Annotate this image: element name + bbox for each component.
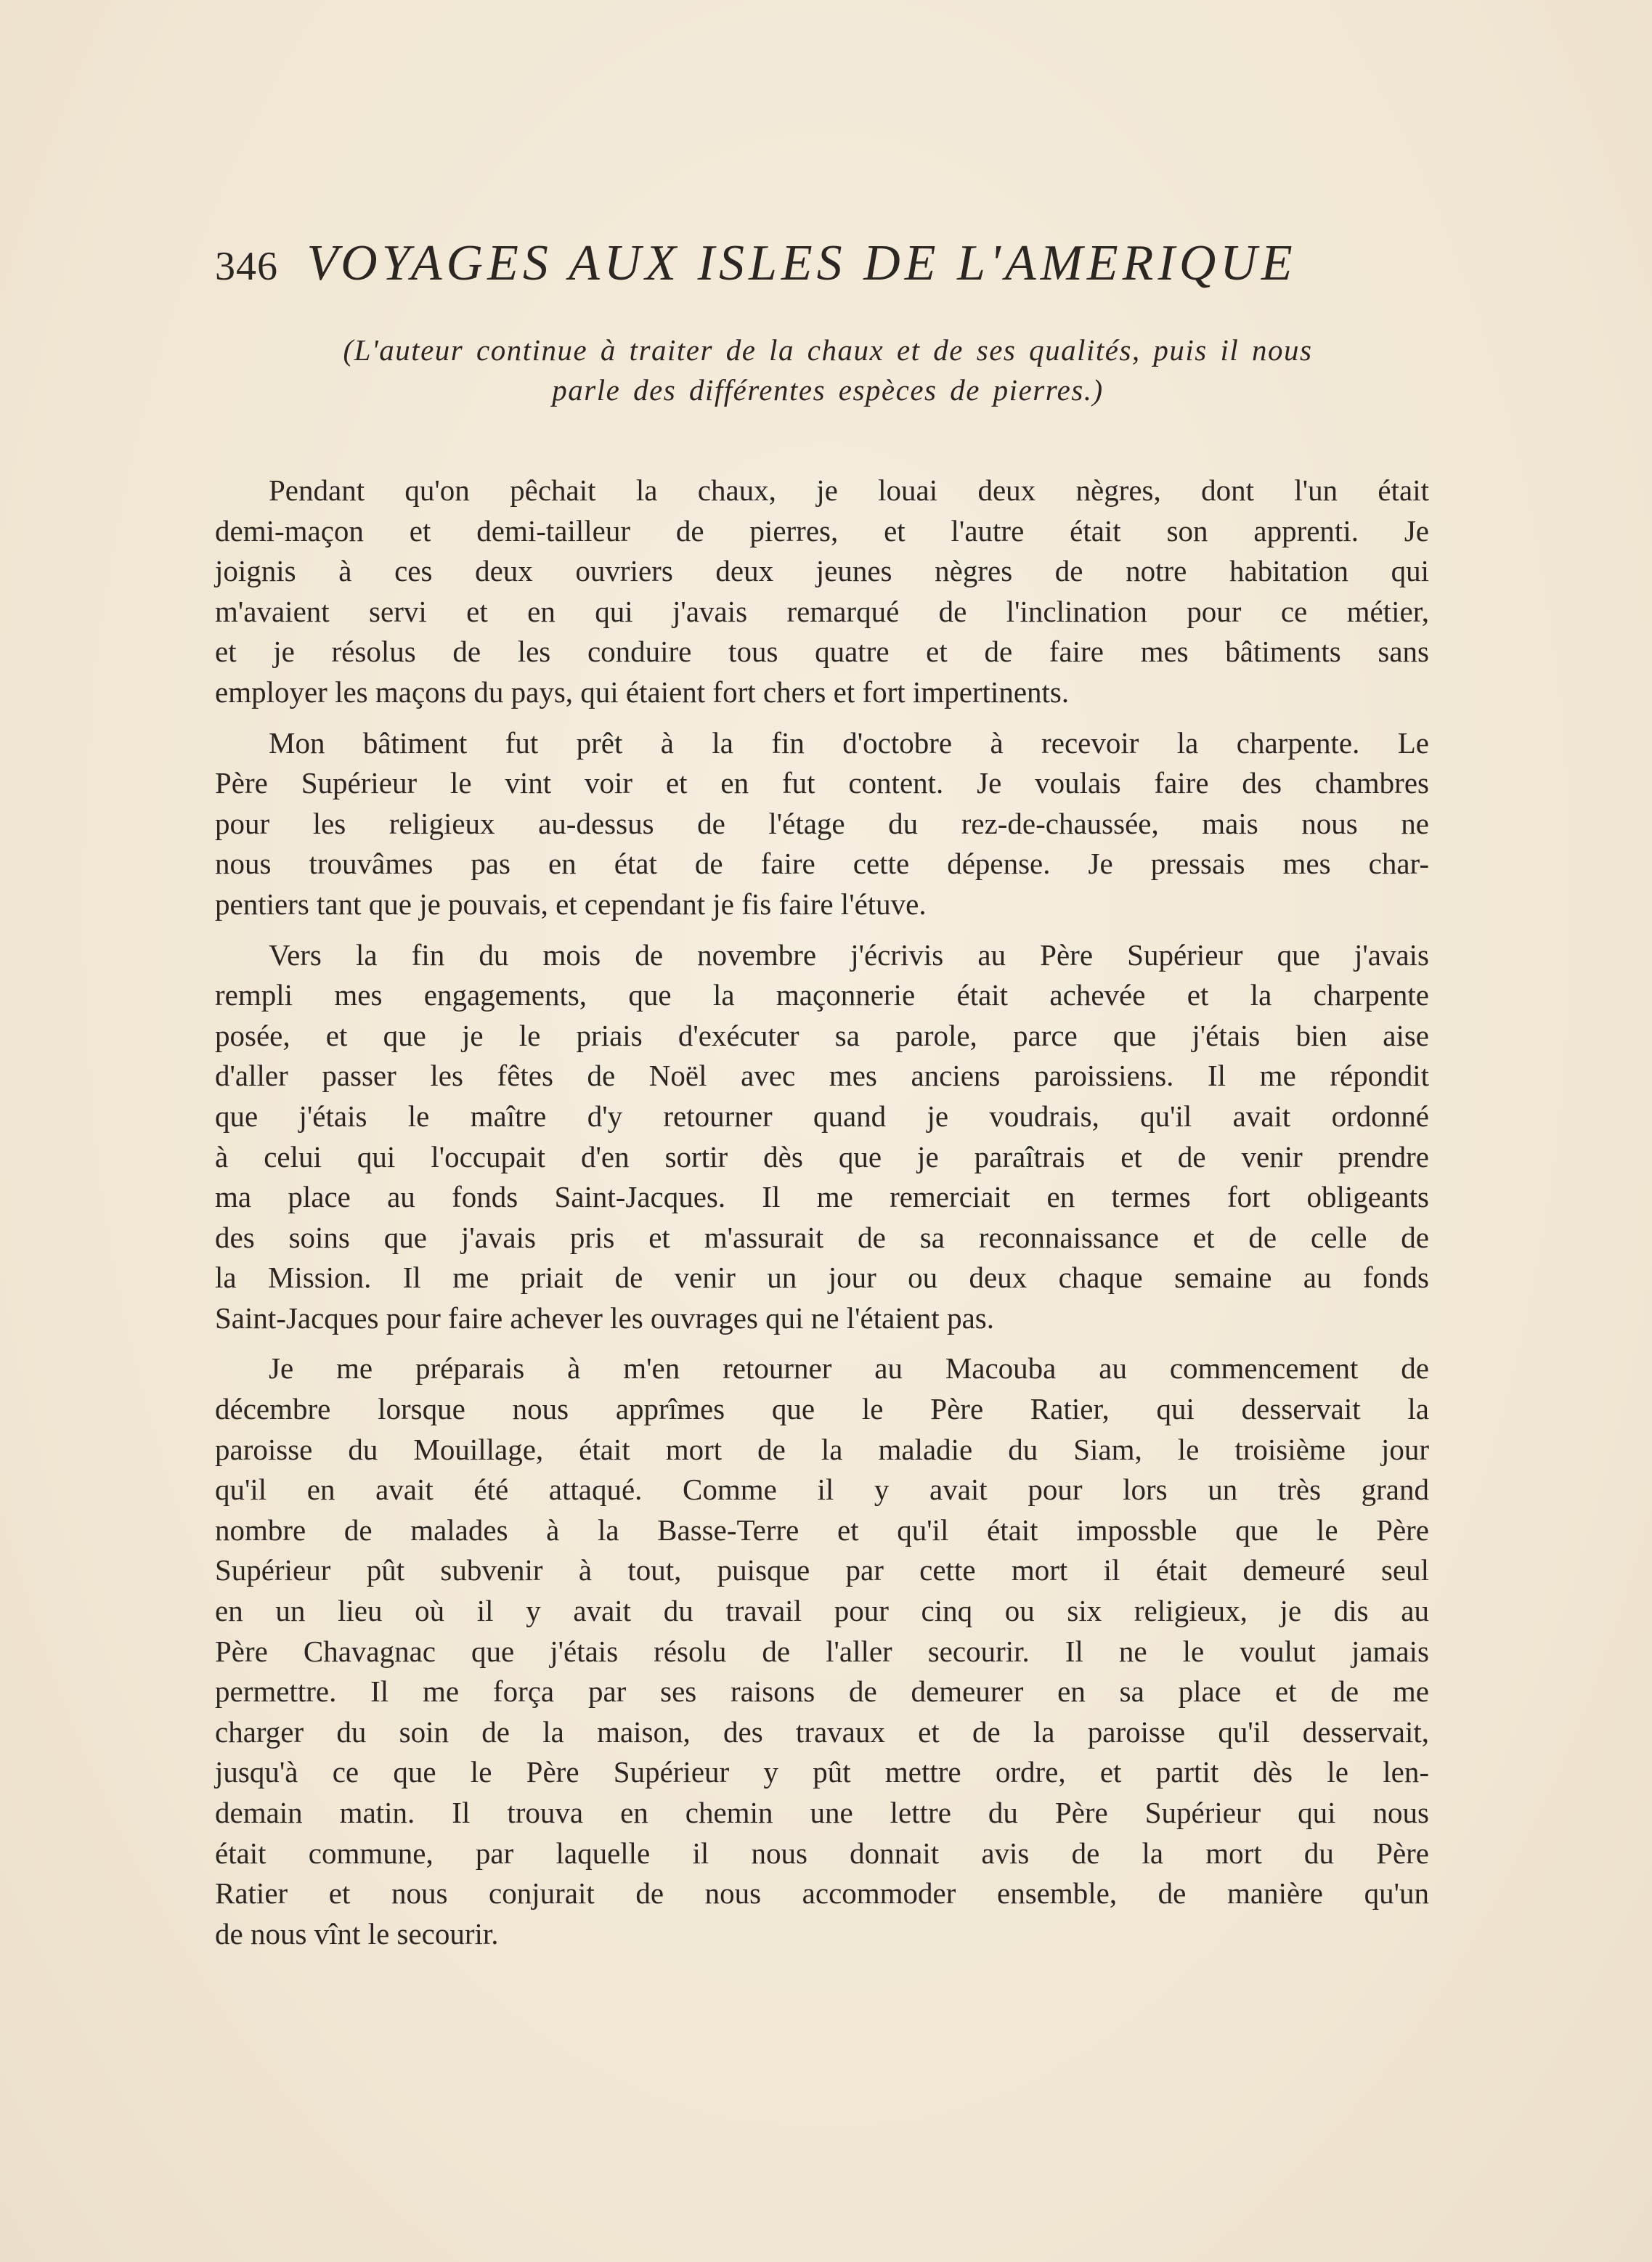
text-line: Supérieur pût subvenir à tout, puisque par cette mort il était demeuré seul: [215, 1553, 1429, 1587]
text-line: Père Supérieur le vint voir et en fut content. Je voulais faire des chambres: [215, 766, 1429, 800]
text-line: pentiers tant que je pouvais, et cependant je fis faire l'étuve.: [215, 887, 927, 921]
running-title: VOYAGES AUX ISLES DE L'AMERIQUE: [306, 235, 1297, 291]
page-number: 346: [215, 244, 278, 289]
text-line: paroisse du Mouillage, était mort de la maladie du Siam, le troisième jour: [215, 1432, 1429, 1466]
text-line: demi-maçon et demi-tailleur de pierres, et l'autre était son apprenti. Je: [215, 513, 1429, 548]
text-line: employer les maçons du pays, qui étaient fort chers et fort impertinents.: [215, 675, 1070, 709]
paragraph: [215, 935, 1429, 1339]
paragraph: [215, 723, 1429, 925]
body-text: [215, 471, 1429, 1964]
text-line: permettre. Il me força par ses raisons de demeurer en sa place et de me: [215, 1675, 1429, 1709]
text-line: des soins que j'avais pris et m'assurait de sa reconnaissance et de celle de: [215, 1220, 1429, 1254]
paragraph: [215, 471, 1429, 713]
text-line: joignis à ces deux ouvriers deux jeunes nègres de notre habitation qui: [215, 554, 1429, 588]
text-line: jusqu'à ce que le Père Supérieur y pût mettre ordre, et partit dès le len-: [215, 1755, 1429, 1789]
text-line: que j'étais le maître d'y retourner quand je voudrais, qu'il avait ordonné: [215, 1099, 1429, 1133]
summary-line: parle des différentes espèces de pierres.): [552, 373, 1104, 407]
text-line: Saint-Jacques pour faire achever les ouvrages qui ne l'étaient pas.: [215, 1301, 994, 1335]
text-line: décembre lorsque nous apprîmes que le Père Ratier, qui desservait la: [215, 1392, 1429, 1426]
text-line: était commune, par laquelle il nous donnait avis de la mort du Père: [215, 1836, 1429, 1870]
text-line: à celui qui l'occupait d'en sortir dès que je paraîtrais et de venir prendre: [215, 1139, 1429, 1173]
text-line: et je résolus de les conduire tous quatre et de faire mes bâtiments sans: [215, 635, 1429, 669]
text-line: Père Chavagnac que j'étais résolu de l'aller secourir. Il ne le voulut jamais: [215, 1634, 1429, 1668]
text-line: m'avaient servi et en qui j'avais remarqué de l'inclination pour ce métier,: [215, 594, 1429, 628]
text-line: Pendant qu'on pêchait la chaux, je louai deux nègres, dont l'un était: [269, 473, 1429, 507]
text-line: rempli mes engagements, que la maçonnerie était achevée et la charpente: [215, 978, 1429, 1012]
text-line: charger du soin de la maison, des travaux et de la paroisse qu'il desservait,: [215, 1714, 1429, 1749]
text-line: Je me préparais à m'en retourner au Macouba au commencement de: [269, 1351, 1429, 1386]
text-line: ma place au fonds Saint-Jacques. Il me remerciait en termes fort obligeants: [215, 1180, 1429, 1214]
text-line: demain matin. Il trouva en chemin une lettre du Père Supérieur qui nous: [215, 1796, 1429, 1829]
text-line: nous trouvâmes pas en état de faire cette dépense. Je pressais mes char-: [215, 847, 1429, 881]
text-line: qu'il en avait été attaqué. Comme il y avait pour lors un très grand: [215, 1473, 1429, 1507]
text-line: Mon bâtiment fut prêt à la fin d'octobre à recevoir la charpente. Le: [269, 725, 1429, 760]
text-line: Ratier et nous conjurait de nous accommoder ensemble, de manière qu'un: [215, 1876, 1429, 1911]
text-line: la Mission. Il me priait de venir un jour ou deux chaque semaine au fonds: [215, 1261, 1429, 1295]
running-head: [215, 231, 1435, 299]
chapter-summary: [232, 330, 1423, 410]
text-line: nombre de malades à la Basse-Terre et qu'il était impossble que le Père: [215, 1513, 1429, 1547]
text-line: d'aller passer les fêtes de Noël avec mes anciens paroissiens. Il me répondit: [215, 1059, 1429, 1093]
text-line: en un lieu où il y avait du travail pour cinq ou six religieux, je dis au: [215, 1594, 1429, 1628]
paragraph: [215, 1348, 1429, 1954]
text-line: de nous vînt le secourir.: [215, 1916, 499, 1950]
text-line: Vers la fin du mois de novembre j'écrivis au Père Supérieur que j'avais: [269, 937, 1429, 972]
text-line: pour les religieux au-dessus de l'étage du rez-de-chaussée, mais nous ne: [215, 806, 1429, 840]
text-line: posée, et que je le priais d'exécuter sa parole, parce que j'étais bien aise: [215, 1018, 1429, 1052]
summary-line: (L'auteur continue à traiter de la chaux et de ses qualités, puis il nous: [343, 333, 1313, 367]
